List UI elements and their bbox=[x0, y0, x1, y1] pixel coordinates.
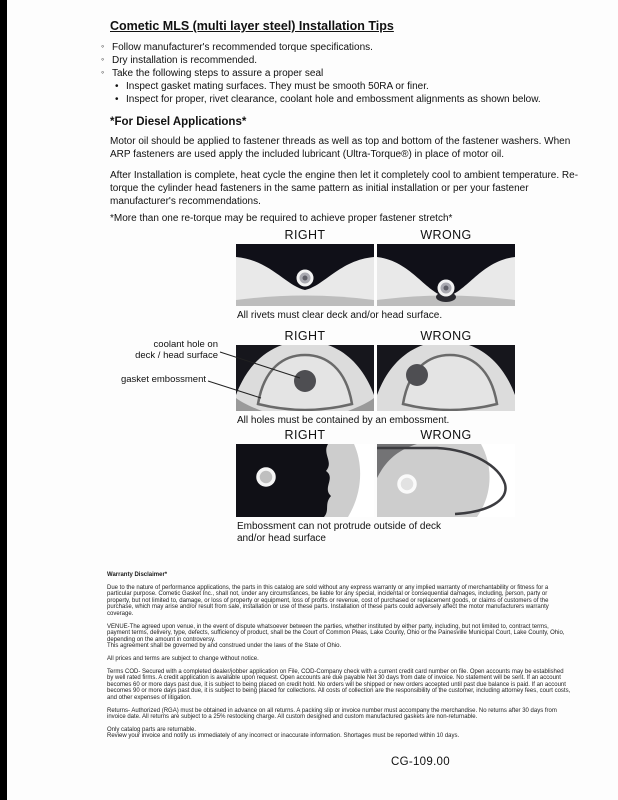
wrong-label: WRONG bbox=[420, 329, 472, 343]
coolant-hole-label-line1: coolant hole on bbox=[153, 339, 218, 350]
open-bullet-marker: ◦ bbox=[101, 41, 105, 51]
tip-bullet bbox=[101, 42, 373, 53]
retorque-note: *More than one re-torque may be required to achieve proper fastener stretch* bbox=[110, 213, 453, 224]
diagram-headers bbox=[236, 428, 515, 442]
rivet-right-diagram bbox=[236, 244, 374, 306]
tip-sub-bullet bbox=[115, 94, 541, 105]
left-border-bar bbox=[0, 0, 7, 800]
wrong-label: WRONG bbox=[420, 228, 472, 242]
tip-bullet-text: Take the following steps to assure a proper seal bbox=[112, 68, 324, 79]
warranty-disclaimer-heading: Warranty Disclaimer* bbox=[107, 572, 168, 578]
right-label: RIGHT bbox=[284, 329, 326, 343]
embossment-caption-line1: Embossment can not protrude outside of deck bbox=[237, 521, 442, 532]
open-bullet-marker: ◦ bbox=[101, 67, 105, 77]
wrong-label: WRONG bbox=[420, 428, 472, 442]
diesel-paragraph-2: After Installation is complete, heat cycle the engine then let it completely cool to ambient temperature. Re-torque the cylinder head fasteners in the same pattern as initial installation or per your fastener manufacturer's recommendations. bbox=[110, 170, 579, 207]
coolant-hole-label-line2: deck / head surface bbox=[135, 350, 218, 361]
diesel-applications-heading: *For Diesel Applications* bbox=[110, 116, 247, 128]
tip-bullet-text: Dry installation is recommended. bbox=[112, 55, 258, 66]
tip-bullet bbox=[101, 68, 323, 79]
disclaimer-paragraph: This agreement shall be governed by and construed under the laws of the State of Ohio. bbox=[107, 643, 342, 650]
diagram-headers bbox=[236, 228, 515, 242]
embossment-right-diagram bbox=[236, 444, 374, 517]
embossment-wrong-diagram bbox=[377, 444, 515, 517]
diagram-row-embossment bbox=[236, 428, 515, 544]
disclaimer-paragraph: Due to the nature of performance applications, the parts in this catalog are sold without any express warranty or any implied warranty of merchantability or fitness for a particular purpose. Cometic Gasket Inc., shall not, under any circumstances, be liable for any special, incidental or consequential damages, including, person, party or property, but not limited to, damage, or loss of property or equipment, loss of profits or revenue, cost of purchased or replacement goods, or claims of customers of the purchase, which may arise and/or result from sale, installation or use of these parts. Installation of these parts could adversely affect the motor manufacturers warranty coverage. bbox=[107, 584, 549, 617]
coolant-hole-wrong-diagram bbox=[377, 345, 515, 411]
diagram-headers bbox=[236, 329, 515, 343]
rivets-caption: All rivets must clear deck and/or head surface. bbox=[237, 310, 443, 321]
tip-sub-bullet-text: Inspect gasket mating surfaces. They must be smooth 50RA or finer. bbox=[126, 81, 429, 92]
right-label: RIGHT bbox=[284, 428, 326, 442]
diagram-row-rivets bbox=[236, 228, 515, 321]
filled-bullet-marker: • bbox=[115, 81, 119, 92]
tip-sub-bullet-text: Inspect for proper, rivet clearance, coolant hole and embossment alignments as shown below. bbox=[126, 94, 541, 105]
diagram-panels bbox=[236, 244, 515, 306]
diagram-panels bbox=[236, 345, 515, 411]
holes-caption: All holes must be contained by an embossment. bbox=[237, 415, 450, 426]
disclaimer-paragraph: Only catalog parts are returnable. bbox=[107, 726, 197, 733]
disclaimer-paragraph: All prices and terms are subject to change without notice. bbox=[107, 655, 259, 662]
tip-bullet-text: Follow manufacturer's recommended torque specifications. bbox=[112, 42, 373, 53]
disclaimer-paragraph: Review your invoice and notify us immediately of any incorrect or inaccurate information. Shortages must be reported within 10 days. bbox=[107, 733, 460, 740]
page-title: Cometic MLS (multi layer steel) Installation Tips bbox=[110, 19, 394, 33]
embossment-caption-line2: and/or head surface bbox=[237, 533, 326, 544]
right-label: RIGHT bbox=[284, 228, 326, 242]
diagram-panels bbox=[236, 444, 515, 517]
open-bullet-marker: ◦ bbox=[101, 54, 105, 64]
diagram-row-holes bbox=[236, 329, 515, 426]
diesel-paragraph-1: Motor oil should be applied to fastener threads as well as top and bottom of the fastener washers. When ARP fasteners are used apply the included lubricant (Ultra-Torque®) in place of motor oil. bbox=[110, 136, 571, 160]
coolant-hole-label bbox=[124, 339, 218, 361]
disclaimer-paragraph: VENUE-The agreed upon venue, in the event of dispute whatsoever between the parties, whether instituted by either party, including, but not limited to, contract terms, payment terms, delivery, type, defects, sufficiency of product, shall be the Court of Common Pleas, Lake County, Ohio or the Painesville Municipal Court, Lake County, Ohio, depending on the amount in controversy. bbox=[107, 623, 565, 643]
rivet-wrong-diagram bbox=[377, 244, 515, 306]
tip-bullet bbox=[101, 55, 257, 66]
disclaimer-paragraph: Terms COD- Secured with a completed dealer/jobber application on File, COD-Company check with a current credit card number on file. Open accounts may be established by well rated firms. A credit application is available upon request. Open accounts are due payable Net 30 days from date of invoice. No statement will be sent. If an account becomes 60 or more days past due, it is subject to being placed on credit hold. No orders will be shipped or new orders accepted until past due balance is paid. If an account becomes 90 or more days past due, it is subject to being placed for collections. All costs of collection are the responsibility of the customer, including attorney fees, court costs, and other expenses of litigation. bbox=[107, 668, 571, 701]
tip-sub-bullet bbox=[115, 81, 429, 92]
gasket-embossment-label: gasket embossment bbox=[120, 374, 206, 385]
coolant-hole-right-diagram bbox=[236, 345, 374, 411]
page-code: CG-109.00 bbox=[391, 756, 450, 768]
filled-bullet-marker: • bbox=[115, 94, 119, 105]
disclaimer-paragraph: Returns- Authorized (RGA) must be obtained in advance on all returns. A packing slip or invoice number must accompany the merchandise. No returns after 30 days from invoice date. All returns are subject to a 25% restocking charge. All custom designed and custom manufactured gaskets are non-returnable. bbox=[107, 707, 557, 721]
warranty-disclaimer bbox=[107, 572, 571, 746]
